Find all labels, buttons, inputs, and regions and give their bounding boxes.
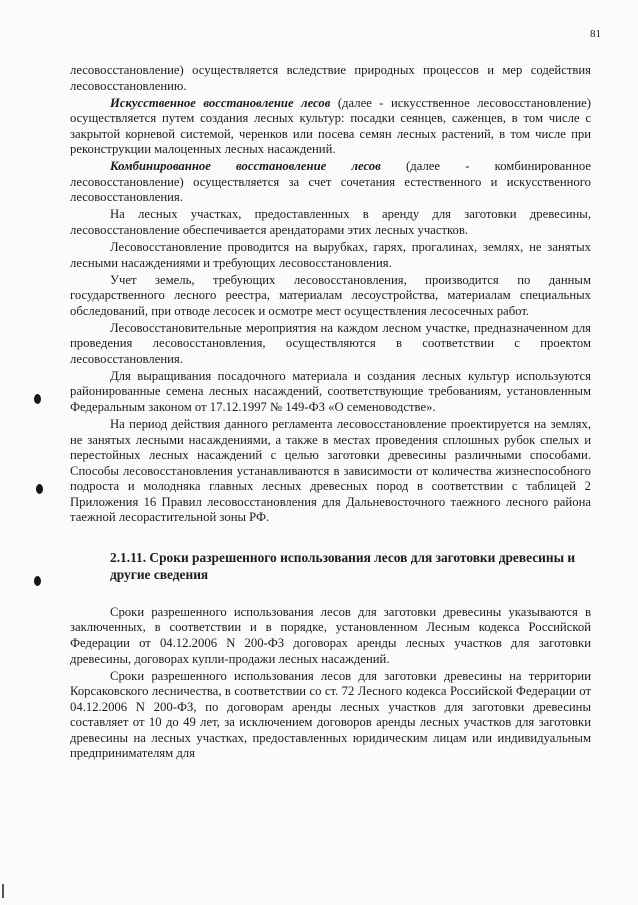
binder-hole-mark bbox=[34, 394, 41, 404]
paragraph bbox=[70, 240, 591, 271]
paragraph-text: (далее - искусственное лесовосстановление) осуществляется путем создания лесных культур: посадки сеянцев, саженцев, в том числе с закрытой корневой системой, черенков или посева семян лесных растений, в том числе при реконструкции малоценных лесных насаждений. bbox=[70, 95, 591, 157]
paragraph bbox=[70, 159, 591, 206]
paragraph bbox=[70, 63, 591, 94]
term-combined-restoration: Комбинированное восстановление лесов bbox=[110, 159, 381, 174]
paragraph bbox=[70, 96, 591, 158]
paragraph bbox=[70, 369, 591, 416]
paragraph-text: На период действия данного регламента лесовосстановление проектируется на землях, не занятых лесными насаждениями, а также в местах проведения сплошных рубок спелых и перестойных лесных насаждений с целью заготовки древесины различными способами. Способы лесовосстановления устанавливаются в зависимости от количества жизнеспособного подроста и молодняка главных лесных древесных пород в соответствии с таблицей 2 Приложения 16 Правил лесовосстановления для Дальневосточного таежного лесного района таежной лесорастительной зоны РФ. bbox=[70, 417, 591, 525]
term-artificial-restoration: Искусственное восстановление лесов bbox=[110, 95, 331, 110]
paragraph bbox=[70, 669, 591, 762]
page-number: 81 bbox=[590, 28, 601, 40]
paragraph-text: лесовосстановление) осуществляется вследствие природных процессов и мер содействия лесовосстановлению. bbox=[70, 63, 591, 93]
scan-edge-mark bbox=[2, 884, 4, 898]
binder-hole-mark bbox=[34, 576, 41, 586]
paragraph-text: Лесовосстановительные мероприятия на каждом лесном участке, предназначенном для проведения лесовосстановления, осуществляются в соответствии с проектом лесовосстановления. bbox=[70, 320, 591, 366]
paragraph bbox=[70, 207, 591, 238]
paragraph-text: Учет земель, требующих лесовосстановления, производится по данным государственного лесного реестра, материалам лесоустройства, материалам специальных обследований, при отводе лесосек и осмотре мест осуществления лесосечных работ. bbox=[70, 272, 591, 318]
paragraph-text: Сроки разрешенного использования лесов для заготовки древесины на территории Корсаковского лесничества, в соответствии со ст. 72 Лесного кодекса Российской Федерации от 04.12.2006 N 200-ФЗ, по договорам аренды лесных участков для заготовки древесины составляет от 10 до 49 лет, за исключением договоров аренды лесных участков для заготовки древесины на лесных участках, предоставленных юридическим лицам или индивидуальным предпринимателям для bbox=[70, 668, 591, 761]
paragraph bbox=[70, 605, 591, 667]
paragraph bbox=[70, 321, 591, 368]
binder-hole-mark bbox=[36, 484, 43, 494]
document-body bbox=[70, 63, 591, 763]
section-heading: 2.1.11. Сроки разрешенного использования лесов для заготовки древесины и другие сведения bbox=[110, 549, 576, 582]
paragraph-text: Сроки разрешенного использования лесов для заготовки древесины указываются в заключенных, в соответствии и в порядке, установленном Лесным кодекса Российской Федерации от 04.12.2006 N 200-ФЗ договорах аренды лесных участков для заготовки древесины, договорах купли-продажи лесных насаждений. bbox=[70, 604, 591, 666]
paragraph-text: На лесных участках, предоставленных в аренду для заготовки древесины, лесовосстановление обеспечивается арендаторами этих лесных участков. bbox=[70, 207, 591, 237]
paragraph-text: Для выращивания посадочного материала и создания лесных культур используются районированные семена лесных насаждений, соответствующие требованиям, установленным Федеральным законом от 17.12.1997 № 149-ФЗ «О семеноводстве». bbox=[70, 368, 591, 414]
paragraph-text: (далее - комбинированное лесовосстановление) осуществляется за счет сочетания естественного и искусственного лесовосстановления. bbox=[70, 159, 591, 205]
paragraph-text: Лесовосстановление проводится на вырубках, гарях, прогалинах, землях, не занятых лесными насаждениями и требующих лесовосстановления. bbox=[70, 240, 591, 270]
paragraph bbox=[70, 417, 591, 526]
paragraph bbox=[70, 273, 591, 320]
